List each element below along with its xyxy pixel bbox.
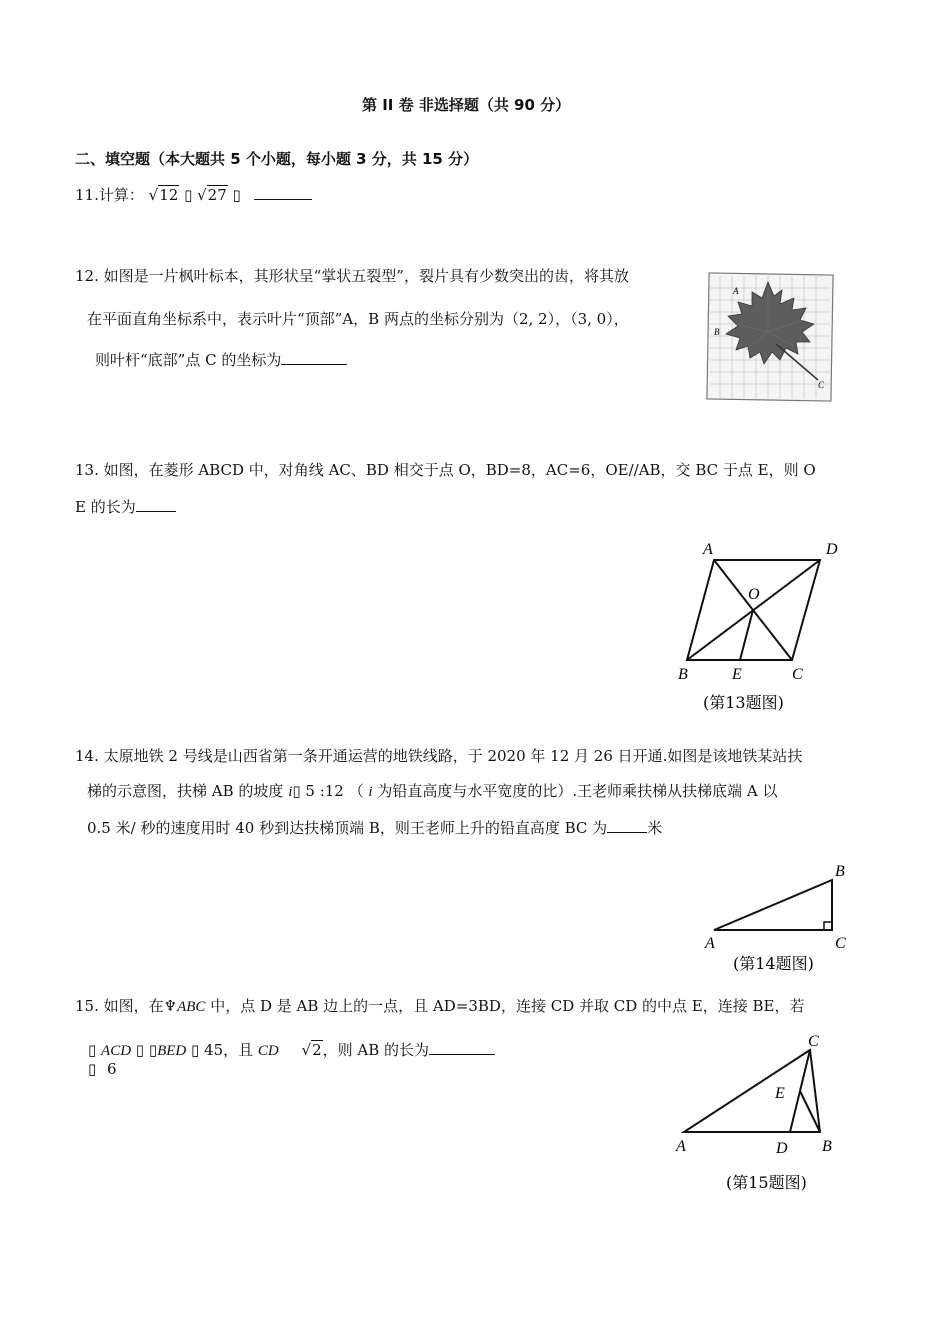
q12-line-2: 在平面直角坐标系中，表示叶片“顶部”A，B 两点的坐标分别为（2, 2），（3, 0）， — [87, 310, 629, 328]
q15-radicand: 2 — [312, 1041, 322, 1059]
q14-line-1: 14. 太原地铁 2 号线是山西省第一条开通运营的地铁线路，于 2020 年 12 月 26 日开通.如图是该地铁某站扶 — [75, 747, 803, 765]
q13-line-1: 13. 如图，在菱形 ABCD 中，对角线 AC、BD 相交于点 O，BD=8，AC=6，OE//AB，交 BC 于点 E，则 O — [75, 461, 816, 479]
q15-answer-blank[interactable] — [429, 1039, 495, 1055]
q13-line-2-text: E 的长为 — [75, 498, 136, 516]
q13-label-a: A — [703, 541, 713, 558]
q13-label-b: B — [678, 666, 688, 683]
q14-label-b: B — [835, 863, 845, 880]
q13-label-c: C — [792, 666, 803, 683]
q15-triangle-abc: ABC — [177, 999, 206, 1015]
q12-answer-blank[interactable] — [281, 349, 347, 365]
q11-prefix: 11.计算： — [75, 186, 144, 204]
q15-six: 6 — [107, 1060, 117, 1078]
q14-line-2: 梯的示意图，扶梯 AB 的坡度 i▯ 5 :12 （ i 为铅直高度与水平宽度的比）.王老师乘扶梯从扶梯底端 A 以 — [87, 782, 778, 800]
q15-line-1 — [75, 996, 805, 1017]
q15-cd: CD — [257, 1043, 279, 1059]
q14-triangle-figure — [700, 858, 860, 976]
q13-label-o: O — [748, 586, 760, 603]
q14-label-c: C — [835, 935, 846, 952]
q15-label-a: A — [676, 1138, 686, 1155]
q14-answer-blank[interactable] — [607, 817, 647, 833]
q15-angle-value: 45，且 — [204, 1041, 254, 1059]
q11-radicand-1: 12 — [159, 186, 179, 204]
q12-line-3-text: 则叶杆“底部”点 C 的坐标为 — [95, 351, 282, 369]
q15-line-1-a: 15. 如图，在 — [75, 997, 164, 1015]
q13-answer-blank[interactable] — [136, 496, 176, 512]
section-title: 二、填空题（本大题共 5 个小题，每小题 3 分，共 15 分） — [75, 150, 479, 168]
page-heading: 第 II 卷 非选择题（共 90 分） — [362, 96, 571, 114]
q15-line-2-tail: ，则 AB 的长为 — [322, 1041, 430, 1059]
q15-label-b: B — [822, 1138, 832, 1155]
q13-label-e: E — [732, 666, 742, 683]
question-11: 11.计算： √12 ▯ √27 ▯ — [75, 184, 312, 205]
q14-unit: 米 — [647, 819, 663, 837]
q15-triangle-figure — [672, 1030, 852, 1198]
q12-maple-leaf-figure — [706, 272, 834, 402]
q15-sqrt: √2 — [301, 1041, 322, 1059]
q15-caption: (第15题图) — [726, 1173, 807, 1192]
q14-var-i-2: i — [368, 784, 373, 800]
q14-line-2-b: 5 :12 （ — [305, 782, 364, 800]
q11-answer-blank[interactable] — [254, 184, 312, 200]
q14-label-a: A — [705, 935, 715, 952]
q14-line-2-c: 为铅直高度与水平宽度的比）.王老师乘扶梯从扶梯底端 A 以 — [377, 782, 778, 800]
q12-label-b: B — [714, 327, 720, 337]
q15-line-3: ▯ 6 — [88, 1060, 117, 1078]
q12-label-a: A — [733, 286, 739, 296]
q12-line-1: 12. 如图是一片枫叶标本，其形状呈“掌状五裂型”，裂片具有少数突出的齿，将其放 — [75, 267, 629, 285]
q12-line-3 — [95, 349, 347, 370]
q15-line-2: ▯ ACD ▯ ▯BED ▯ 45，且 CD √2，则 AB 的长为 — [88, 1039, 495, 1061]
q13-caption: (第13题图) — [703, 693, 784, 712]
q14-var-i: i — [288, 784, 293, 800]
q13-rhombus-figure — [672, 536, 852, 720]
q11-radicand-2: 27 — [207, 186, 227, 204]
q15-label-d: D — [776, 1140, 788, 1157]
q13-label-d: D — [826, 541, 838, 558]
q15-angle-acd: ACD — [101, 1043, 132, 1059]
q15-label-c: C — [808, 1033, 819, 1050]
q13-line-2 — [75, 496, 176, 517]
q15-angle-bed: BED — [157, 1043, 187, 1059]
triangle-icon: ♆ — [163, 997, 178, 1015]
q11-sqrt-1: √12 — [148, 186, 179, 204]
q15-label-e: E — [775, 1085, 785, 1102]
q14-line-3-text: 0.5 米/ 秒的速度用时 40 秒到达扶梯顶端 B，则王老师上升的铅直高度 BC 为 — [87, 819, 608, 837]
q11-sqrt-2: √27 — [197, 186, 227, 204]
q14-line-2-a: 梯的示意图，扶梯 AB 的坡度 — [87, 782, 284, 800]
q15-line-1-b: 中，点 D 是 AB 边上的一点，且 AD=3BD，连接 CD 并取 CD 的中点 E，连接 BE，若 — [210, 997, 805, 1015]
q14-line-3 — [87, 817, 662, 838]
q12-label-c: C — [818, 380, 825, 390]
q14-caption: (第14题图) — [733, 954, 814, 973]
